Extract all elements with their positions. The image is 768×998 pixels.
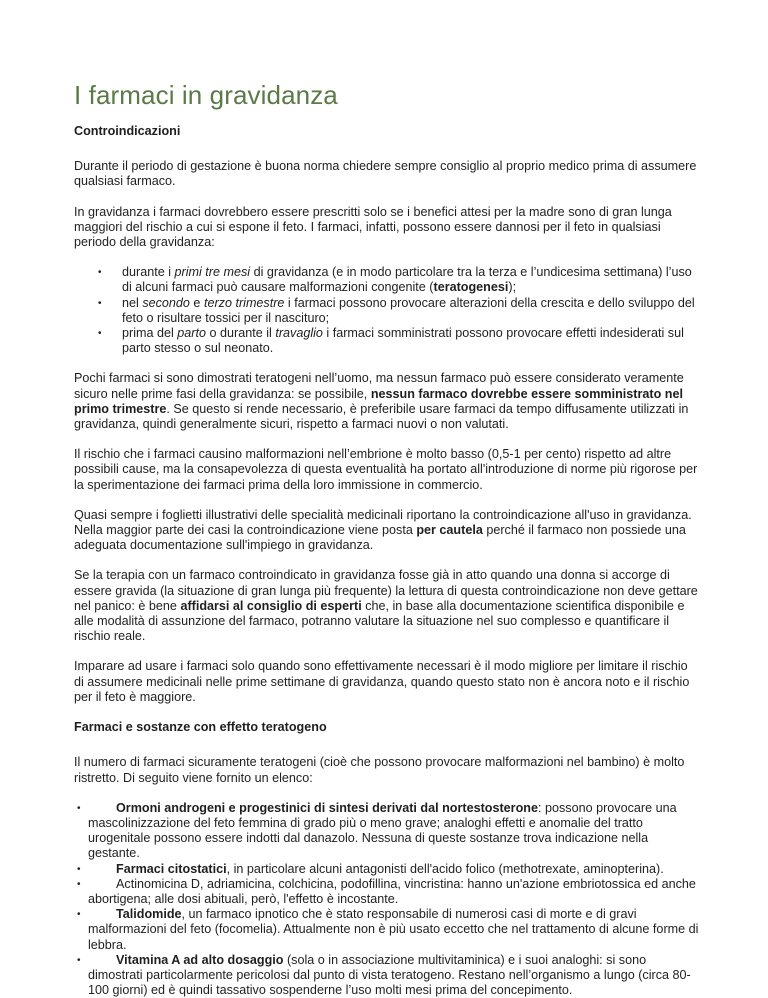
risk-periods-list [74,265,700,356]
paragraph: Imparare ad usare i farmaci solo quando sono effettivamente necessari è il modo migliore per limitare il rischio di assumere medicinali nelle prime settimane di gravidanza, quando questo stato non è ancora noto e il rischio per il feto è maggiore. [74,659,690,704]
list-item: • Actinomicina D, adriamicina, colchicina, podofillina, vincristina: hanno un'azione embriotossica ed anche abortigena; alle dosi abituali, però, l'effetto è incostante. [88,877,700,907]
document-body [74,124,700,998]
list-item: • durante i primi tre mesi di gravidanza (e in modo particolare tra la terza e l’undicesima settimana) l’uso di alcuni farmaci può causare malformazioni congenite (teratogenesi); [122,265,700,295]
list-item: • Ormoni androgeni e progestinici di sintesi derivati dal nortestosterone: possono provocare una mascolinizzazione del feto femmina di grado più o meno grave; analoghi effetti e anomalie del tratto urogenitale possono essere indotti dal danazolo. Nessuna di queste sostanze trova indicazione nella gestante. [88,801,700,862]
paragraph: Durante il periodo di gestazione è buona norma chiedere sempre consiglio al proprio medico prima di assumere qualsiasi farmaco. [74,159,697,189]
paragraph: Se la terapia con un farmaco controindicato in gravidanza fosse già in atto quando una donna si accorge di essere gravida (la situazione di gran lunga più frequente) la lettura di questa controindicazione non deve gettare nel panico: è bene affidarsi al consiglio di esperti che, in base alla documentazione scientifica disponibile e alle modalità di assunzione del farmaco, potranno valutare la situazione nel suo complesso e quantificare il rischio reale. [74,568,698,644]
paragraph: Il numero di farmaci sicuramente teratogeni (cioè che possono provocare malformazioni nel bambino) è molto ristretto. Di seguito viene fornito un elenco: [74,755,685,785]
paragraph: Pochi farmaci si sono dimostrati teratogeni nell’uomo, ma nessun farmaco può essere considerato veramente sicuro nelle prime fasi della gravidanza: se possibile, nessun farmaco dovrebbe essere somministrato nel primo trimestre. Se questo si rende necessario, è preferibile usare farmaci da tempo diffusamente utilizzati in gravidanza, quindi generalmente sicuri, rispetto a farmaci nuovi o non valutati. [74,371,689,432]
paragraph: Il rischio che i farmaci causino malformazioni nell’embrione è molto basso (0,5-1 per cento) rispetto ad altre possibili cause, ma la consapevolezza di questa eventualità ha portato all'introduzione di norme più rigorose per la sperimentazione dei farmaci prima della loro immissione in commercio. [74,447,698,492]
list-item: • Vitamina A ad alto dosaggio (sola o in associazione multivitaminica) e i suoi analoghi: si sono dimostrati particolarmente pericolosi dal punto di vista teratogeno. Restano nell’organismo a lungo (circa 80-100 giorni) ed è quindi tassativo sospenderne l’uso molti mesi prima del concepimento. [88,953,700,998]
paragraph: In gravidanza i farmaci dovrebbero essere prescritti solo se i benefici attesi per la madre sono di gran lunga maggiori del rischio a cui si espone il feto. I farmaci, infatti, possono essere dannosi per il feto in qualsiasi periodo della gravidanza: [74,204,672,250]
list-item: • Farmaci citostatici, in particolare alcuni antagonisti dell'acido folico (methotrexate, aminopterina). [88,862,700,877]
page-title: I farmaci in gravidanza [74,80,338,110]
teratogenic-drugs-list [74,801,700,998]
section-heading-teratogeni: Farmaci e sostanze con effetto teratogeno [74,720,327,735]
section-heading-controindicazioni: Controindicazioni [74,124,181,138]
list-item: • nel secondo e terzo trimestre i farmaci possono provocare alterazioni della crescita e dello sviluppo del feto o risultare tossici per il nascituro; [122,296,700,326]
paragraph: Quasi sempre i foglietti illustrativi delle specialità medicinali riportano la controindicazione all'uso in gravidanza. Nella maggior parte dei casi la controindicazione viene posta per cautela perché il farmaco non possiede una adeguata documentazione sull'impiego in gravidanza. [74,507,692,553]
list-item: • prima del parto o durante il travaglio i farmaci somministrati possono provocare effetti indesiderati sul parto stesso o sul neonato. [122,326,700,356]
list-item: • Talidomide, un farmaco ipnotico che è stato responsabile di numerosi casi di morte e di gravi malformazioni del feto (focomelia). Attualmente non è più usato eccetto che nel trattamento di alcune forme di lebbra. [88,907,700,953]
